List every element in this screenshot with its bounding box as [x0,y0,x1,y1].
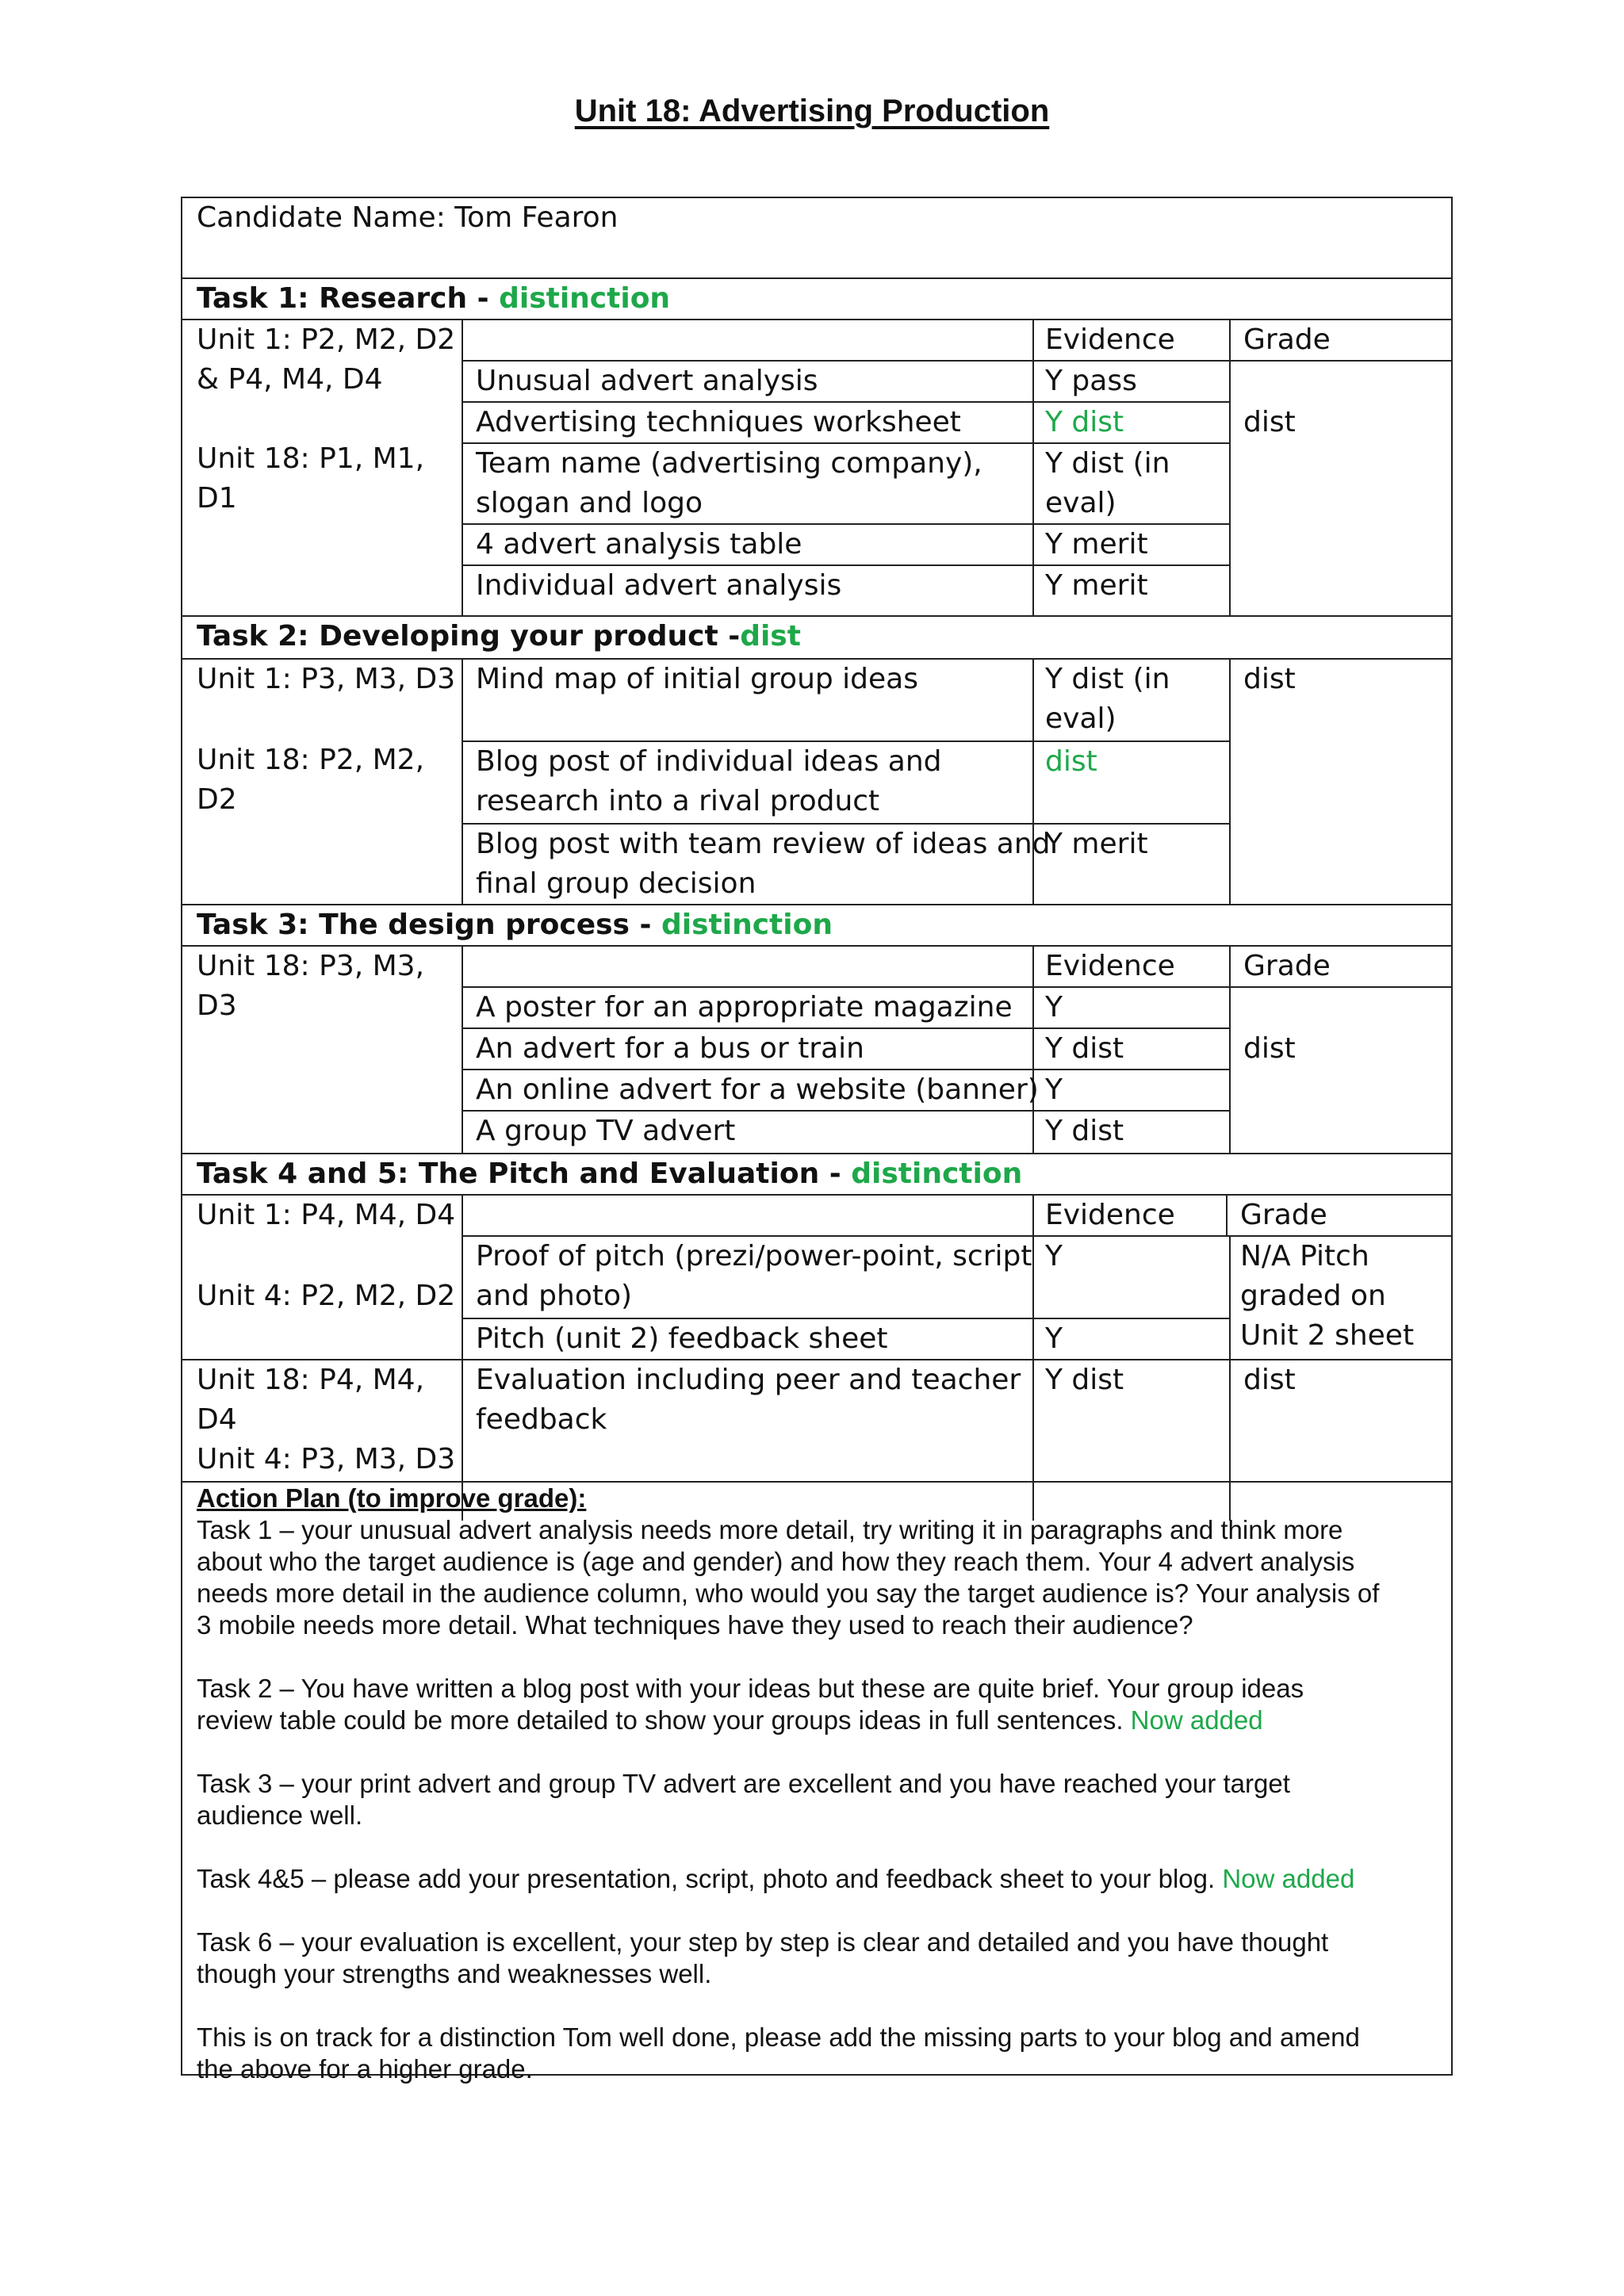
divider [1229,319,1231,615]
task45-unit: Unit 1: P4, M4, D4 [197,1199,456,1231]
divider [462,945,463,1153]
divider [1032,1194,1034,1521]
evidence-status: Y pass [1045,365,1137,397]
divider [1032,319,1034,615]
evidence-header: Evidence [1045,323,1175,356]
task3-unit: Unit 18: P3, M3, [197,950,425,982]
task45-unit: D4 [197,1403,237,1436]
assessment-table [181,197,1453,2084]
evidence-item: A group TV advert [476,1115,736,1147]
grade-header: Grade [1243,323,1331,356]
evidence-status: eval) [1045,702,1116,735]
task45-unit: Unit 4: P3, M3, D3 [197,1443,456,1475]
evidence-status: Y [1045,1322,1063,1355]
action-plan-line: Task 1 – your unusual advert analysis needs more detail, try writing it in paragraphs and think more [197,1515,1343,1544]
action-plan [197,1483,1379,2085]
evidence-item: slogan and logo [476,487,703,519]
action-plan-line: Task 2 – You have written a blog post with your ideas but these are quite brief. Your group ideas [197,1674,1304,1703]
action-plan-line: Task 4&5 – please add your presentation, script, photo and feedback sheet to your blog. Now added [197,1864,1355,1893]
evidence-item: An online advert for a website (banner) [476,1073,1039,1106]
divider [1229,658,1231,904]
evidence-item: Unusual advert analysis [476,365,818,397]
task1-unit: D1 [197,482,237,515]
task45-grade: dist [1243,1364,1296,1396]
task45-grade: Unit 2 sheet [1240,1319,1415,1352]
task1-status: distinction [499,282,671,315]
task1-grade: dist [1243,406,1296,438]
task45-grade: graded on [1240,1280,1386,1312]
evidence-status: Y merit [1045,528,1148,561]
now-added-note: Now added [1130,1705,1263,1735]
task2-unit: Unit 18: P2, M2, [197,744,425,776]
grade-header: Grade [1243,950,1331,982]
evidence-status: Y merit [1045,828,1148,860]
action-plan-line: the above for a higher grade. [197,2054,533,2084]
evidence-header: Evidence [1045,950,1175,982]
task3-status: distinction [661,909,833,941]
task3-grade: dist [1243,1032,1296,1065]
evidence-item: Blog post of individual ideas and [476,745,942,778]
evidence-item: Individual advert analysis [476,569,842,602]
divider [1032,658,1034,904]
evidence-item: Blog post with team review of ideas and [476,828,1051,860]
task1-unit: Unit 1: P2, M2, D2 [197,323,456,356]
task45-unit: Unit 18: P4, M4, [197,1364,425,1396]
task2-unit: Unit 1: P3, M3, D3 [197,663,456,695]
action-plan-line: though your strengths and weaknesses well. [197,1959,712,1988]
evidence-item: Pitch (unit 2) feedback sheet [476,1322,888,1355]
divider [462,658,463,904]
task45-unit: Unit 4: P2, M2, D2 [197,1280,456,1312]
evidence-item: Team name (advertising company), [476,447,982,480]
action-plan-line: needs more detail in the audience column, who would you say the target audience is? Your analysis of [197,1578,1380,1608]
evidence-status: Y [1045,991,1063,1024]
task1-unit: & P4, M4, D4 [197,363,383,396]
evidence-item: Proof of pitch (prezi/power-point, script [476,1240,1032,1272]
action-plan-line: 3 mobile needs more detail. What techniques have they used to reach their audience? [197,1610,1193,1640]
evidence-item: research into a rival product [476,785,880,817]
evidence-status: Y dist (in [1045,663,1170,695]
evidence-item: 4 advert analysis table [476,528,802,561]
evidence-header: Evidence [1045,1199,1175,1231]
evidence-status: Y dist [1045,1032,1124,1065]
evidence-status: eval) [1045,487,1116,519]
divider [1229,1235,1231,1521]
task2-unit: D2 [197,783,237,816]
evidence-item: Evaluation including peer and teacher [476,1364,1021,1396]
divider [462,319,463,615]
action-plan-line: about who the target audience is (age and gender) and how they reach them. Your 4 advert analysis [197,1547,1355,1576]
evidence-status: Y [1045,1240,1063,1272]
evidence-status: Y [1045,1073,1063,1106]
action-plan-line: Task 3 – your print advert and group TV advert are excellent and you have reached your target [197,1769,1290,1798]
action-plan-line: This is on track for a distinction Tom well done, please add the missing parts to your blog and amend [197,2022,1360,2052]
task3-heading: Task 3: The design process - distinction [197,909,833,941]
task45-status: distinction [851,1158,1023,1190]
action-plan-line: audience well. [197,1800,363,1830]
evidence-status: Y dist [1045,1364,1124,1396]
task2-grade: dist [1243,663,1296,695]
evidence-status: Y merit [1045,569,1148,602]
evidence-status: Y dist [1045,1115,1124,1147]
task2-heading: Task 2: Developing your product -dist [197,620,801,652]
task45-grade: N/A Pitch [1240,1240,1369,1272]
task2-status: dist [740,620,801,652]
evidence-item: A poster for an appropriate magazine [476,991,1013,1024]
task1-unit: Unit 18: P1, M1, [197,442,425,475]
divider [1032,945,1034,1153]
task3-unit: D3 [197,989,237,1022]
task45-heading: Task 4 and 5: The Pitch and Evaluation - distinction [197,1158,1023,1190]
action-plan-line: review table could be more detailed to show your groups ideas in full sentences. Now added [197,1705,1263,1735]
grade-header: Grade [1240,1199,1327,1231]
evidence-status: dist [1045,745,1097,778]
evidence-status: Y dist [1045,406,1124,438]
action-plan-heading: Action Plan (to improve grade): [197,1483,587,1513]
evidence-item: Mind map of initial group ideas [476,663,918,695]
evidence-item: feedback [476,1403,607,1436]
divider [1226,1194,1228,1235]
divider [462,1194,463,1521]
page-title: Unit 18: Advertising Production [574,94,1050,128]
evidence-item: final group decision [476,867,756,900]
evidence-item: and photo) [476,1280,633,1312]
evidence-item: Advertising techniques worksheet [476,406,961,438]
action-plan-line: Task 6 – your evaluation is excellent, your step by step is clear and detailed and you have thought [197,1927,1329,1957]
evidence-item: An advert for a bus or train [476,1032,864,1065]
divider [1229,945,1231,1153]
evidence-status: Y dist (in [1045,447,1170,480]
candidate-name: Candidate Name: Tom Fearon [197,201,619,234]
now-added-note: Now added [1222,1864,1355,1893]
task1-heading: Task 1: Research - distinction [197,282,671,315]
